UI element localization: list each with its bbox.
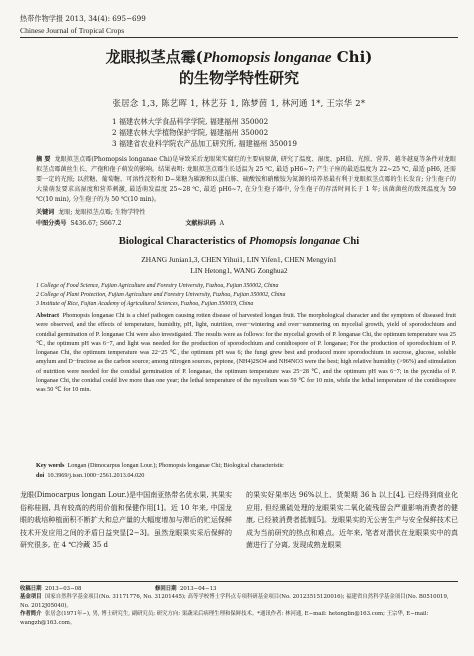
doc-code-label: 文献标识码: [185, 220, 216, 227]
keywords-zh-label: 关键词: [36, 209, 55, 216]
received-label: 收稿日期: [20, 586, 42, 592]
affiliations-en: [36, 282, 285, 310]
keywords-zh-text: 龙眼; 龙眼拟茎点霉; 生物学特性: [58, 209, 146, 216]
title-en-post: Chi: [340, 236, 360, 247]
footnotes: [20, 585, 458, 627]
keywords-en-text: Longan (Dimocarpus longan Lour.); Phomopsis longanae Chi; Biological characteristic: [67, 462, 284, 469]
authors-en: [20, 254, 458, 276]
footnote-dates: [20, 585, 458, 593]
affiliation-en-3: 3 Institute of Rice, Fujian Academy of Agricultural Sciences, Fuzhou, Fujian 350019, China: [36, 301, 254, 308]
author-bio-text: 张居念(1971年−), 男, 博士研究生, 副研究员; 研究方向: 果蔬采后病理生理和保鲜技术。*通讯作者: 林河通, E−mail: hetonglin@163.com; 王宗华, E−mail: wangzh@163.com。: [20, 611, 429, 626]
title-en-species: Phomopsis longanae: [249, 236, 341, 247]
authors-en-line2: LIN Hetong1, WANG Zonghua2: [190, 266, 288, 275]
abstract-en: [36, 311, 456, 459]
abstract-zh-label: 摘 要: [36, 156, 51, 163]
body-column-right: 的果实好果率达 96%以上、货架期 36 h 以上[4], 已经得到商业化应用, 但经熏硫处理的龙眼果实二氧化硫残留会严重影响消费者的健康, 已经被消费者抵制[5]。龙眼果实的无公害生产与安全保鲜技术已成为当前研究的热点和难点。近年来, 笔者对潜伏在龙眼果实中的真菌进行了分离, 发现成熟龙眼果: [246, 491, 458, 550]
keywords-zh: [36, 208, 145, 218]
paper-title-en: [20, 236, 458, 247]
classification-line: [36, 219, 456, 229]
affiliations-zh: [112, 116, 297, 149]
keywords-en: [36, 461, 456, 470]
fund-label: 基金项目: [20, 594, 42, 601]
keywords-en-label: Key words: [36, 462, 65, 469]
doi-label: doi: [36, 472, 45, 479]
author-bio-label: 作者简介: [20, 611, 42, 618]
affiliation-en-1: 1 College of Food Science, Fujian Agriculture and Forestry University, Fuzhou, Fujian 350002, China: [36, 283, 279, 289]
title-en-pre: Biological Characteristics of: [118, 236, 250, 247]
affiliation-zh-2: 2 福建农林大学植物保护学院, 福建福州 350002: [112, 128, 269, 137]
doi-value: 10.3969/j.issn.1000−2561.2013.04.020: [47, 472, 145, 479]
body-column-left: 龙眼(Dimocarpus longan Lour.)是中国南亚热带名优水果, 其果实俗称桂圆, 具有较高的药用价值和保健作用[1]。近 10 年来, 中国龙眼的栽培种植面积不断扩大和总产量的大幅度增加与滞后的贮运保鲜技术开发应用之间的矛盾日益突显[2−3]。虽然龙眼果实采后保鲜的研究很多, 在 4 ℃冷藏 35 d: [20, 491, 232, 550]
received-date: 2013−03−08: [45, 586, 82, 592]
doc-code-value: A: [219, 220, 225, 227]
abstract-en-text: Phomopsis longanae Chi is a chief pathogen causing rotten disease of harvested longan fruit. The morphological character and the symptom of diseased fruit were observed, and the effects of temperature, humidity, pH, light, nutrition, over−wintering and over−summering on mycelial growth, yield of sporodochium and conidial germination of P. longanae Chi were also investigated. The results were as follows: for the mycelial growth of P. longanae Chi, the optimum temperature was 25 ℃, the optimum pH was 6−7, and light was needed for the production of sporodochium and conidiospore of P. longanae; For the production of sporodochium of P. longanae Chi, the optimum temperature was 22−25 ℃, the optimum pH was 6; the fungi grew best and produced more sporodochium in sucrose, glucose, soluble amylum and D−fructose as the carbon source; among nitrogen sources, peptone, (NH4)2SO4 and NH4NO3 were the best; high relative humidity (>96%) and stimulation of nutrition were needed for the conidial germination of P. longanae, the optimum temperature was 25−28 ℃, and the optimum pH was 6−7; in the pycnidia of P. longanae Chi, the conidial could live more than one year; the lethal temperature of the mycelium was 59 ℃ for 10 min, while the lethal temperature of the conidiospore was 50 ℃ for 10 min.: [36, 312, 456, 394]
revised-date: 2013−04−13: [179, 586, 217, 592]
title-zh-species: Phomopsis longanae: [202, 50, 332, 66]
doi-line: [36, 471, 456, 480]
abstract-zh-text: 龙眼拟茎点霉(Phomopsis longanae Chi)是导致采后龙眼果实腐烂的主要病原菌, 研究了温度、湿度、pH值、光照、营养、越冬越夏等条件对龙眼拟茎点霉菌丝生长、产孢和孢子萌发的影响。结果表明: 龙眼拟茎点霉生长适温为 25 ℃, 最适 pH6~7; 产生子座的最适温度为 22~25 ℃, 最适 pH6, 还需要一定的光照; 以蔗糖、葡萄糖、可溶性淀粉和 D−果糖为碳源和以蛋白胨、硫酸铵和硝酸铵为氮源的培养基最有利于龙眼拟茎点霉的生长发育; 分生孢子的大量萌发要求高湿度和营养刺激, 最适萌发温度 25~28 ℃, 最适 pH6~7, 在分生孢子器中, 分生孢子的存活时间长于 1 年; 该菌菌丝的致死温度为 59 ℃(10 min), 分生孢子的为 50 ℃(10 min)。: [36, 156, 456, 203]
footnote-author: [20, 610, 458, 627]
abstract-zh: [36, 155, 456, 207]
journal-header-zh: 热带作物学报 2013, 34(4): 695−699: [20, 14, 146, 23]
title-zh-pre: 龙眼拟茎点霉(: [105, 48, 203, 66]
clc-label: 中图分类号: [36, 220, 67, 227]
authors-zh: 张居念 1,3, 陈艺晖 1, 林艺芬 1, 陈梦茵 1, 林河通 1*, 王宗华 2*: [112, 98, 366, 108]
affiliation-en-2: 2 College of Plant Protection, Fujian Agriculture and Forestry University, Fuzhou, Fujian 350002, China: [36, 292, 286, 299]
journal-header-en: Chinese Journal of Tropical Crops: [20, 26, 125, 35]
paper-title-zh: [20, 46, 458, 67]
affiliation-zh-3: 3 福建省农业科学院农产品加工研究所, 福建福州 350019: [112, 139, 297, 148]
footnote-fund: [20, 593, 458, 610]
revised-label: 修回日期: [154, 586, 177, 592]
clc-value: S436.67; S667.2: [70, 220, 122, 227]
header-rule: [20, 37, 458, 38]
paper-title-zh-line2: 的生物学特性研究: [178, 69, 299, 87]
affiliation-zh-1: 1 福建农林大学食品科学学院, 福建福州 350002: [112, 117, 269, 126]
authors-en-line1: ZHANG Junian1,3, CHEN Yihui1, LIN Yifen1, CHEN Mengyin1: [141, 255, 337, 264]
fund-text: 国家自然科学基金项目(No. 31171776, No. 31201445); 高等学校博士学科点专项科研基金项目(No. 20123515120016); 福建省自然科学基金项目(No. B0510019, No. 2012J05040)。: [20, 594, 449, 609]
footnote-rule: [20, 581, 458, 582]
title-zh-post: Chi): [331, 48, 373, 66]
abstract-en-label: Abstract: [36, 312, 60, 319]
